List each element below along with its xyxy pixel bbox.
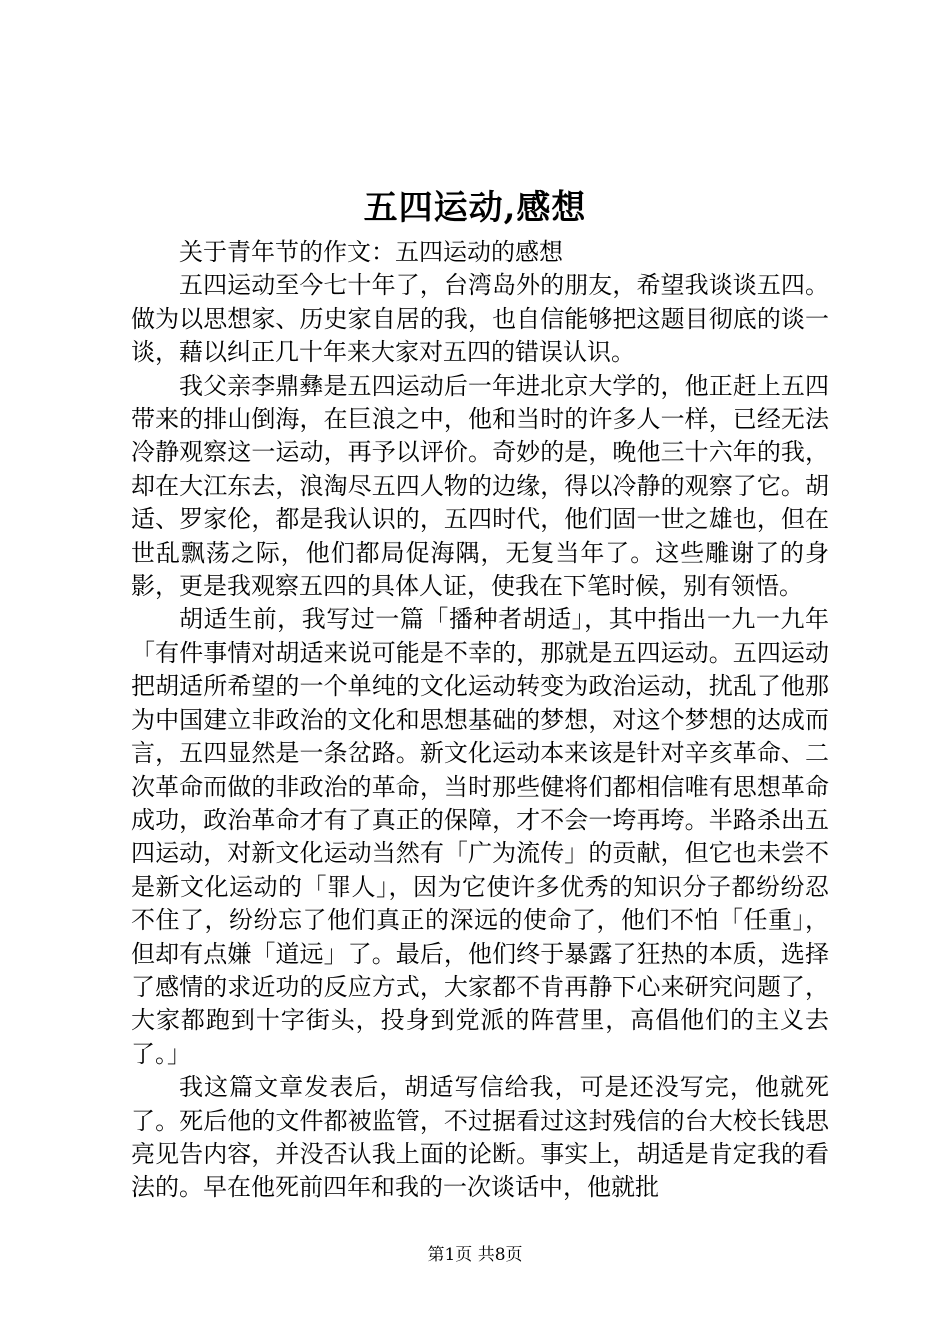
page-number-footer: 第1页 共8页	[427, 1245, 523, 1265]
page-title: 五四运动,感想	[363, 188, 587, 228]
paragraph: 我父亲李鼎彝是五四运动后一年进北京大学的，他正赶上五四带来的排山倒海，在巨浪之中，他和当时的许多人一样，已经无法冷静观察这一运动，再予以评价。奇妙的是，晚他三十六年的我，却在大江东去，浪淘尽五四人物的边缘，得以冷静的观察了它。胡适、罗家伦，都是我认识的，五四时代，他们固一世之雄也，但在世乱飘荡之际，他们都局促海隅，无复当年了。这些雕谢了的身影，更是我观察五四的具体人证，使我在下笔时候，别有领悟。	[131, 371, 829, 601]
paragraph: 关于青年节的作文：五四运动的感想	[179, 238, 563, 266]
paragraph: 五四运动至今七十年了，台湾岛外的朋友，希望我谈谈五四。做为以思想家、历史家自居的我，也自信能够把这题目彻底的谈一谈，藉以纠正几十年来大家对五四的错误认识。	[131, 271, 829, 367]
paragraph: 我这篇文章发表后，胡适写信给我，可是还没写完，他就死了。死后他的文件都被监管，不过据看过这封残信的台大校长钱思亮见告内容，并没否认我上面的论断。事实上，胡适是肯定我的看法的。早在他死前四年和我的一次谈话中，他就批	[131, 1073, 829, 1202]
paragraph: 胡适生前，我写过一篇「播种者胡适」，其中指出一九一九年「有件事情对胡适来说可能是不幸的，那就是五四运动。五四运动把胡适所希望的一个单纯的文化运动转变为政治运动，扰乱了他那为中国建立非政治的文化和思想基础的梦想，对这个梦想的达成而言，五四显然是一条岔路。新文化运动本来该是针对辛亥革命、二次革命而做的非政治的革命，当时那些健将们都相信唯有思想革命成功，政治革命才有了真正的保障，才不会一垮再垮。半路杀出五四运动，对新文化运动当然有「广为流传」的贡献，但它也未尝不是新文化运动的「罪人」，因为它使许多优秀的知识分子都纷纷忍不住了，纷纷忘了他们真正的深远的使命了，他们不怕「任重」，但却有点嫌「道远」了。最后，他们终于暴露了狂热的本质，选择了感情的求近功的反应方式，大家都不肯再静下心来研究问题了，大家都跑到十字街头，投身到党派的阵营里，高倡他们的主义去了。」	[131, 605, 829, 1068]
document-body	[131, 236, 829, 1205]
